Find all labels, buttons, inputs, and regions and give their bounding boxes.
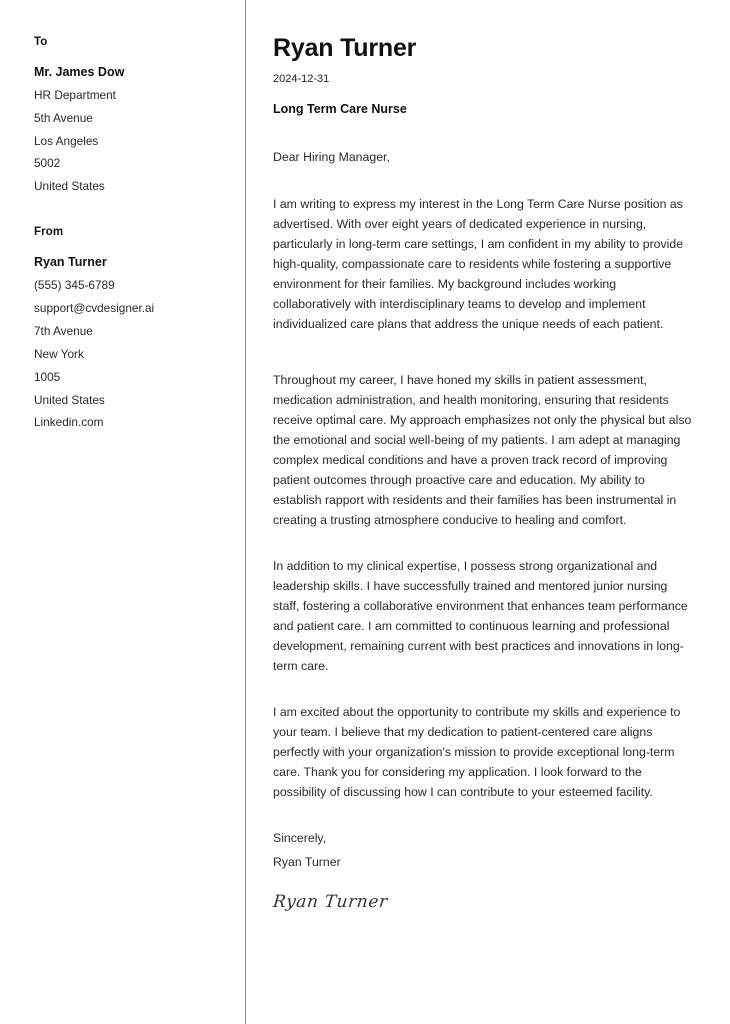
page-title: Ryan Turner — [273, 34, 417, 62]
contact-sidebar — [0, 0, 245, 1024]
letter-paragraph: Throughout my career, I have honed my skills in patient assessment, medication administration, and health monitoring, ensuring that residents receive optimal care. My approach emphasizes not only the physical but also the emotional and social well-being of my patients. I am adept at managing complex medical conditions and have a proven track record of improving patient outcomes through proactive care and education. My ability to establish rapport with residents and their families has been instrumental in creating a trusting atmosphere conducive to healing and comfort. — [273, 372, 692, 528]
letter-date: 2024-12-31 — [273, 72, 330, 85]
closing-salutation: Sincerely, — [273, 831, 327, 846]
recipient-line: United States — [34, 179, 105, 194]
to-label: To — [34, 36, 48, 48]
job-title: Long Term Care Nurse — [273, 101, 407, 116]
signature: Ryan Turner — [271, 892, 389, 913]
sender-linkedin: Linkedin.com — [34, 415, 104, 430]
recipient-line: 5th Avenue — [34, 110, 93, 125]
closing-name: Ryan Turner — [273, 855, 341, 870]
from-label: From — [34, 226, 64, 239]
sender-email: support@cvdesigner.ai — [34, 300, 155, 315]
letter-paragraph: In addition to my clinical expertise, I possess strong organizational and leadership skills. I have successfully trained and mentored junior nursing staff, fostering a collaborative environment that enhances team performance and patient care. I am committed to continuous learning and professional development, remaining current with best practices and innovations in long-term care. — [273, 559, 688, 674]
sender-line: 7th Avenue — [34, 323, 93, 338]
salutation: Dear Hiring Manager, — [273, 149, 390, 164]
recipient-line: HR Department — [34, 87, 116, 102]
sender-line: United States — [34, 392, 105, 407]
from-block — [34, 226, 225, 431]
letter-body — [246, 0, 730, 1024]
to-block — [34, 36, 225, 195]
sender-line: New York — [34, 346, 84, 361]
letter-paragraph: I am excited about the opportunity to contribute my skills and experience to your team. I believe that my dedication to patient-centered care aligns perfectly with your organization's mission to provide exceptional long-term care. Thank you for considering my application. I look forward to the possibility of discussing how I can contribute to your esteemed facility. — [273, 705, 681, 800]
letter-paragraph: I am writing to express my interest in the Long Term Care Nurse position as advertised. With over eight years of dedicated experience in nursing, particularly in long-term care settings, I am confident in my ability to provide high-quality, compassionate care to residents while fostering a supportive environment for their families. My background includes working collaboratively with interdisciplinary teams to develop and implement individualized care plans that address the unique needs of each patient. — [273, 196, 684, 331]
sender-name: Ryan Turner — [34, 255, 107, 270]
sender-phone: (555) 345-6789 — [34, 277, 115, 292]
recipient-line: Los Angeles — [34, 133, 99, 148]
recipient-line: 5002 — [34, 156, 61, 171]
sender-line: 1005 — [34, 369, 61, 384]
recipient-name: Mr. James Dow — [34, 64, 125, 79]
